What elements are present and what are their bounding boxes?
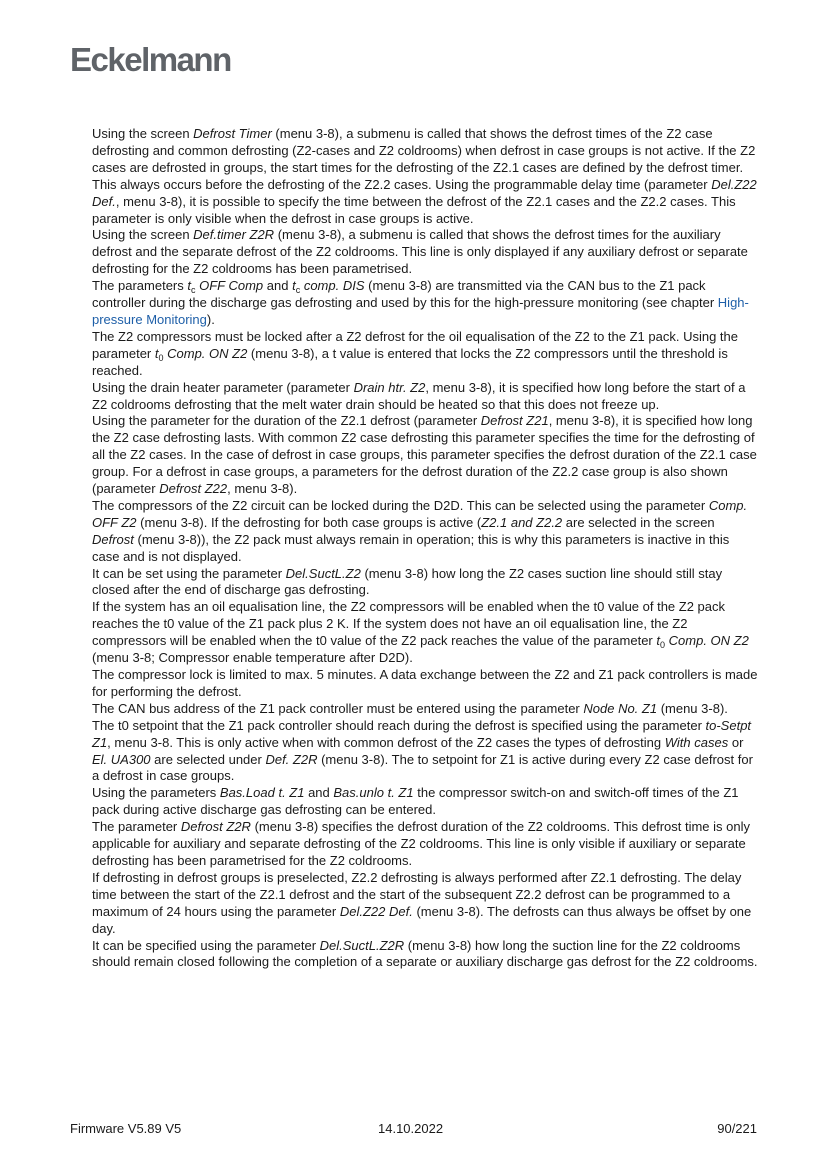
parameter-name: With cases [664,734,729,750]
paragraph [92,126,760,227]
parameter-name: to-Setpt Z1 [92,717,752,750]
paragraph [92,413,760,498]
text-run: (menu 3-8) how long the suction line for the Z2 coldrooms should remain closed following the completion of a separate or auxiliary discharge gas defrost for the Z2 coldrooms. [92,937,758,970]
company-logo: Eckelmann [70,41,231,78]
paragraph [92,785,760,819]
text-run: It can be specified using the parameter [92,937,320,953]
parameter-name: Comp. ON Z2 [665,633,749,649]
paragraph [92,566,760,600]
parameter-name: Bas.unlo t. Z1 [333,785,414,801]
text-run: ). [206,311,215,327]
paragraph [92,938,760,972]
parameter-name: Def. Z2R [265,751,318,767]
parameter-name: Del.Z22 Def. [339,903,413,919]
text-run: (menu 3-8). The to setpoint for Z1 is active during every Z2 case defrost for a defrost in case groups. [92,751,753,784]
parameter-name: El. UA300 [92,751,151,767]
text-run: (menu 3-8) how long the Z2 cases suction line should still stay closed after the end of discharge gas defrosting. [92,565,723,598]
text-run: (menu 3-8). The defrosts can thus always be offset by one day. [92,903,752,936]
parameter-name: Bas.Load t. Z1 [219,785,305,801]
text-run: (menu 3-8), a submenu is called that shows the defrost times of the Z2 case defrosting and common defrosting (Z2-cases and Z2 coldrooms) when defrost in case groups is not active. If the Z2 cases are defrosted in groups, the start times for the defrosting of the Z2.1 cases are defined by the defrost timer. This always occurs before the defrosting of the Z2.2 cases. Using the programmable delay time (parameter [92,126,756,192]
subscript: 0 [660,640,666,651]
text-run: (menu 3-8), a submenu is called that shows the defrost times for the auxiliary defrost and the separate defrost of the Z2 coldrooms. This line is only displayed if any auxiliary defrost or separate defrosting for the Z2 coldrooms has been parametrised. [92,227,748,277]
text-run: The Z2 compressors must be locked after a Z2 defrost for the oil equalisation of the Z2 to the Z1 pack. Using the parameter [92,328,738,361]
text-run: Using the parameters [92,785,220,801]
text-run: and [263,278,293,294]
parameter-name: Del.Z22 Def. [92,176,757,209]
text-run: Using the screen [92,126,194,141]
text-run: (menu 3-8)), the Z2 pack must always remain in operation; this is why this parameters is inactive in this case and is not displayed. [92,531,730,564]
paragraph [92,819,760,870]
parameter-name: OFF Comp [195,278,264,294]
parameter-name: Del.SuctL.Z2 [285,565,361,581]
text-run: Using the parameter for the duration of the Z2.1 defrost (parameter [92,413,481,429]
parameter-name: Z2.1 and Z2.2 [481,514,563,530]
parameter-name: t [292,278,296,294]
text-run: the compressor switch-on and switch-off times of the Z1 pack during active discharge gas defrosting can be entered. [92,785,739,818]
text-run: It can be set using the parameter [92,565,286,581]
parameter-name: Defrost Timer [193,126,272,141]
parameter-name: t [154,345,159,361]
parameter-name: Del.SuctL.Z2R [319,937,405,953]
text-run: Using the screen [92,227,194,243]
paragraph [92,718,760,786]
chapter-link[interactable]: High-pressure Monitoring [92,295,749,327]
subscript: c [295,285,301,296]
text-run: , menu 3-8), it is specified how long the Z2 case defrosting lasts. With common Z2 case defrosting this parameter specifies the time for the defrosting of all the Z2 cases. In the case of defrost in case groups, this parameter specifies the defrost duration of the Z2.1 case group. For a defrost in case groups, a parameters for the defrost duration of the Z2.2 case group is also shown (parameter [92,413,757,497]
parameter-name: Node No. Z1 [583,700,658,716]
paragraph [92,498,760,566]
subscript: c [191,285,196,296]
text-run: (menu 3-8; Compressor enable temperature after D2D). [92,650,413,666]
parameter-name: Defrost [92,531,134,547]
parameter-name: Defrost Z22 [159,481,228,497]
text-run: The CAN bus address of the Z1 pack controller must be entered using the parameter [92,700,584,716]
text-run: and [304,785,334,801]
text-run: , menu 3-8), it is specified how long before the start of a Z2 coldrooms defrosting that the melt water drain should be heated so that this does not freeze up. [92,379,746,412]
parameter-name: Drain htr. Z2 [353,379,426,395]
text-run: If defrosting in defrost groups is preselected, Z2.2 defrosting is always performed after Z2.1 defrosting. The delay time between the start of the Z2.1 defrost and the start of the subsequent Z2.2 defrost can be programmed to a maximum of 24 hours using the parameter [92,869,742,919]
paragraph [92,329,760,380]
footer-date: 14.10.2022 [378,1121,444,1136]
paragraph [92,667,760,701]
parameter-name: t [656,633,661,649]
subscript: 0 [158,352,164,363]
text-run: (menu 3-8). If the defrosting for both case groups is active ( [136,514,482,530]
text-run: Using the drain heater parameter (parameter [92,379,354,395]
document-body [92,126,760,971]
paragraph [92,701,760,718]
parameter-name: Defrost Z2R [180,819,251,835]
text-run: (menu 3-8) are transmitted via the CAN bus to the Z1 pack controller during the discharge gas defrosting and used by this for the high-pressure monitoring (see chapter [92,278,718,311]
text-run: If the system has an oil equalisation line, the Z2 compressors will be enabled when the t0 value of the Z2 pack reaches the t0 value of the Z1 pack plus 2 K. If the system does not have an oil equalisation line, the Z2 compressors will be enabled when the t0 value of the Z2 pack reaches the value of the parameter [92,599,726,649]
paragraph [92,278,760,329]
text-run: (menu 3-8), a t value is entered that locks the Z2 compressors until the threshold is reached. [92,345,728,378]
text-run: The parameters [92,278,188,294]
parameter-name: Def.timer Z2R [193,227,275,243]
text-run: are selected in the screen [562,514,715,530]
parameter-name: Defrost Z21 [480,413,549,429]
parameter-name: Comp. OFF Z2 [92,497,748,530]
paragraph [92,870,760,938]
text-run: , menu 3-8. This is only active when with common defrost of the Z2 cases the types of defrosting [107,734,665,750]
parameter-name: Comp. ON Z2 [163,345,248,361]
text-run: The t0 setpoint that the Z1 pack controller should reach during the defrost is specified using the parameter [92,717,706,733]
footer-firmware: Firmware V5.89 V5 [70,1121,182,1136]
text-run: (menu 3-8). [657,700,728,716]
text-run: The compressors of the Z2 circuit can be locked during the D2D. This can be selected using the parameter [92,497,709,513]
text-run: or [728,734,744,750]
parameter-name: t [187,278,191,294]
footer-page-number: 90/221 [717,1121,757,1136]
text-run: are selected under [150,751,266,767]
text-run: , menu 3-8). [227,481,298,497]
paragraph [92,227,760,278]
paragraph [92,599,760,667]
text-run: (menu 3-8) specifies the defrost duration of the Z2 coldrooms. This defrost time is only applicable for auxiliary and separate defrosting of the Z2 coldrooms. This line is only visible if auxiliary or separate defrosting has been parametrised for the Z2 coldrooms. [92,819,750,868]
text-run: The parameter [92,819,181,835]
text-run: The compressor lock is limited to max. 5 minutes. A data exchange between the Z2 and Z1 pack controllers is made for performing the defrost. [92,667,758,699]
paragraph [92,380,760,414]
parameter-name: comp. DIS [300,278,365,294]
text-run: , menu 3-8), it is possible to specify the time between the defrost of the Z2.1 cases and the Z2.2 cases. This parameter is only visible when the defrost in case groups is active. [92,193,736,226]
